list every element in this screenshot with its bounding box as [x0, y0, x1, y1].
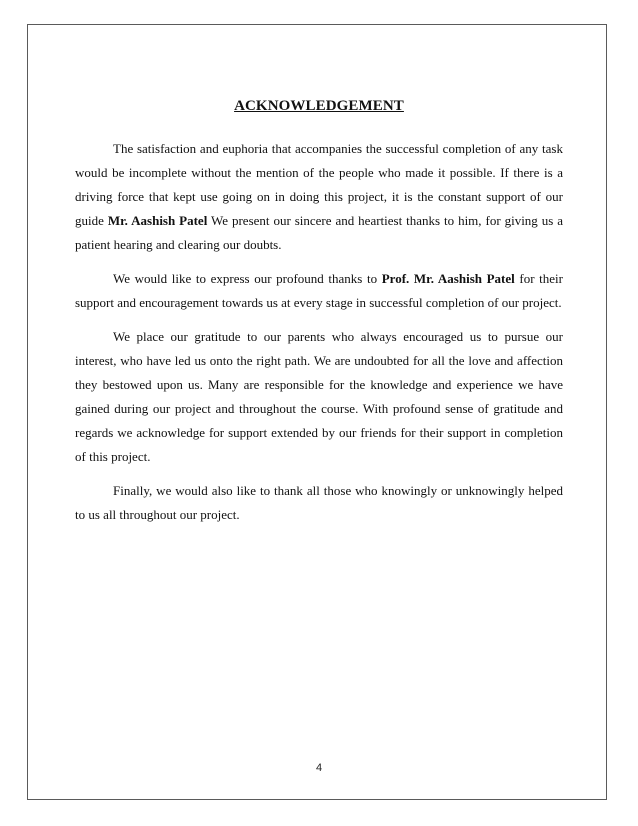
guide-name: Mr. Aashish Patel [107, 213, 208, 228]
professor-name: Prof. Mr. Aashish Patel [381, 271, 515, 286]
page-title: ACKNOWLEDGEMENT [234, 98, 404, 114]
paragraph-1-text-a: The satisfaction and euphoria that accompanies the successful completion of any task would be incomplete without the mention of the people who made it possible. If there is a driving force that kept use going on in doing this project, it is the constant support of our guide [75, 141, 563, 228]
paragraph-1-text-b: We present our sincere and heartiest thanks to him, for giving us a patient hearing and clearing our doubts. [75, 213, 564, 252]
paragraph-3-text: We place our gratitude to our parents who always encouraged us to pursue our interest, who have led us onto the right path. We are undoubted for all the love and affection they bestowed upon us. Many are responsible for the knowledge and experience we have gained during our project and throughout the course. With profound sense of gratitude and regards we acknowledge for support extended by our friends for their support in completion of this project. [75, 329, 563, 464]
paragraph-2 [75, 267, 563, 315]
paragraph-2-text-a: We would like to express our profound thanks to [113, 271, 382, 286]
document-body [75, 98, 563, 537]
page-number: 4 [315, 762, 323, 774]
paragraph-4 [75, 479, 563, 527]
paragraph-2-text-b: for their support and encouragement towards us at every stage in successful completion of our project. [75, 271, 563, 310]
paragraph-1 [75, 137, 563, 257]
paragraph-4-text: Finally, we would also like to thank all those who knowingly or unknowingly helped to us all throughout our project. [75, 483, 563, 522]
paragraph-3 [75, 325, 563, 469]
